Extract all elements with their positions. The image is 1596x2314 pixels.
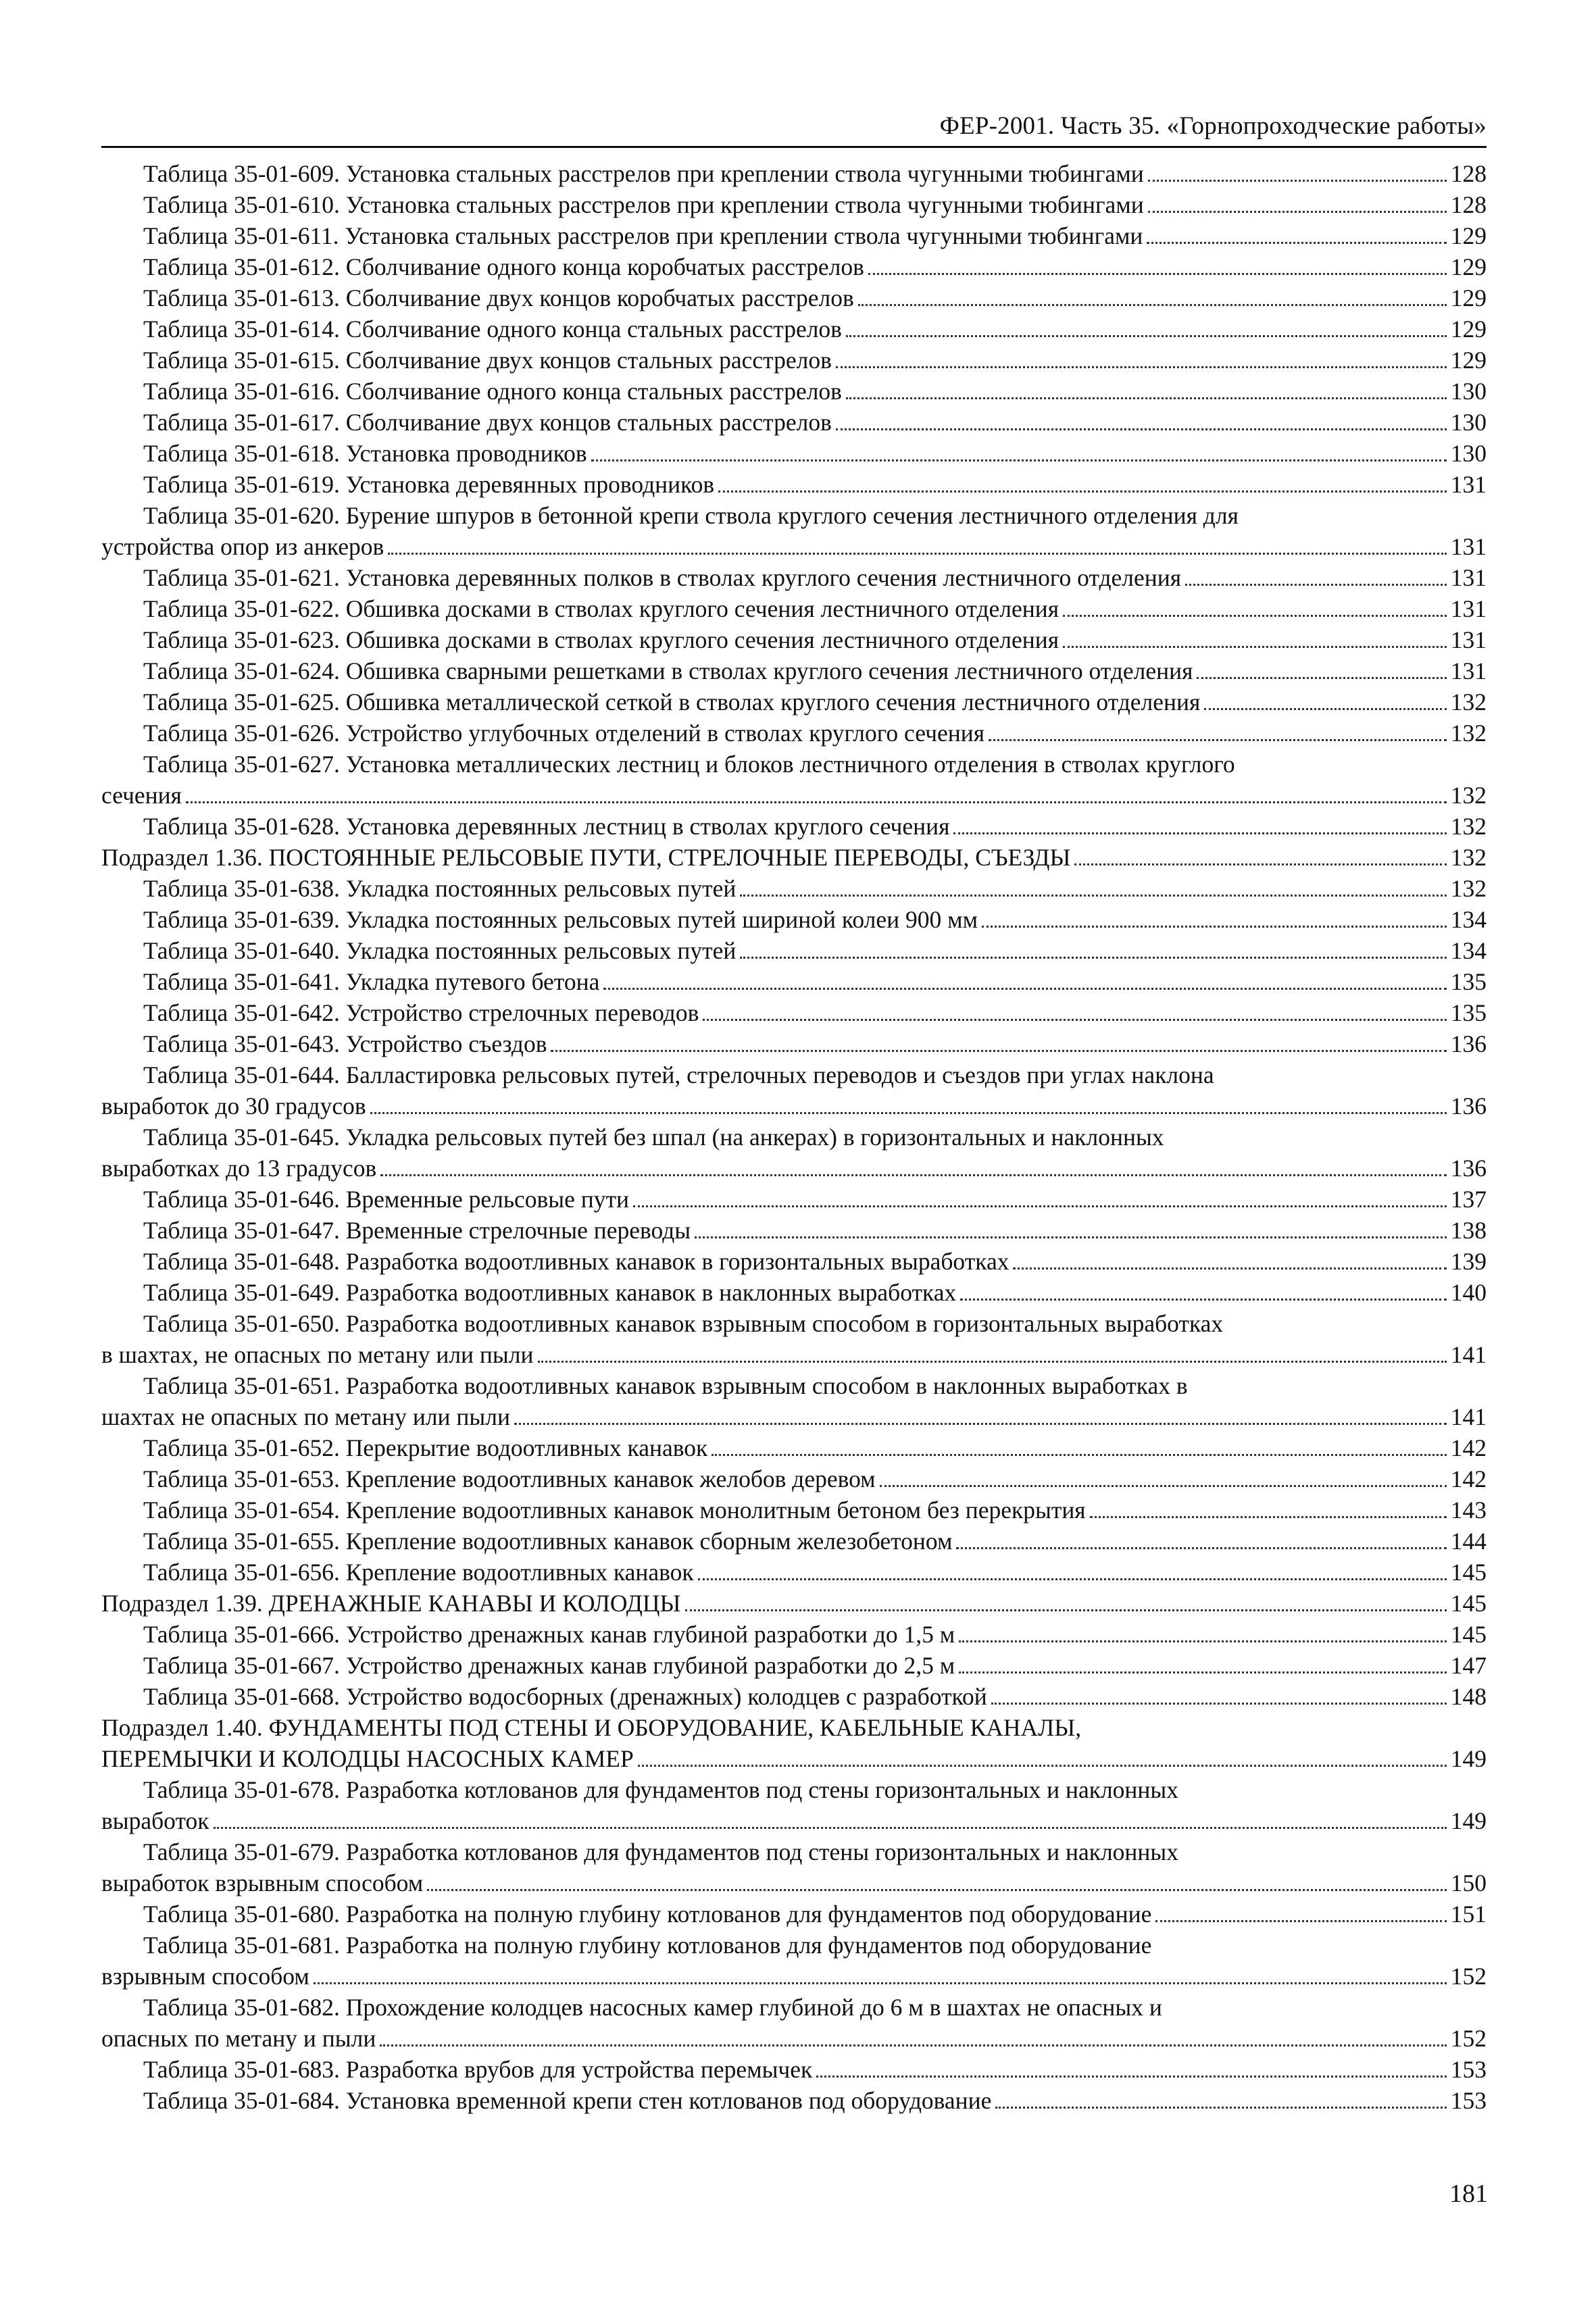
toc-entry-title: Таблица 35-01-638. Укладка постоянных рельсовых путей	[143, 875, 737, 902]
toc-entry-page: 145	[1450, 1621, 1487, 1648]
toc-entry-title: Таблица 35-01-667. Устройство дренажных канав глубиной разработки до 2,5 м	[143, 1652, 955, 1679]
toc-entry-title: Таблица 35-01-614. Сболчивание одного конца стальных расстрелов	[143, 316, 842, 343]
dot-leader	[991, 1703, 1447, 1705]
toc-entry-title: Таблица 35-01-666. Устройство дренажных канав глубиной разработки до 1,5 м	[143, 1621, 955, 1648]
dot-leader	[1155, 1920, 1446, 1922]
toc-entry	[101, 1681, 1487, 1712]
toc-entry	[101, 1246, 1487, 1277]
dot-leader	[989, 739, 1447, 741]
toc-entry	[101, 1805, 1487, 1836]
dot-leader	[740, 895, 1446, 897]
toc-entry	[101, 531, 1487, 562]
toc-entry	[101, 873, 1487, 904]
toc-entry	[101, 1370, 1487, 1401]
toc-entry	[101, 1401, 1487, 1432]
dot-leader	[603, 988, 1446, 990]
toc-entry-page: 144	[1450, 1528, 1487, 1555]
toc-entry	[101, 1650, 1487, 1681]
toc-entry	[101, 655, 1487, 686]
toc-entry-page: 147	[1450, 1652, 1487, 1679]
dot-leader	[698, 1578, 1447, 1580]
toc-entry	[101, 500, 1487, 531]
dot-leader	[638, 1765, 1447, 1767]
toc-entry-page: 132	[1450, 813, 1487, 840]
toc-entry-page: 132	[1450, 875, 1487, 902]
toc-entry-page: 129	[1450, 222, 1487, 249]
toc-entry-title: Таблица 35-01-613. Сболчивание двух концов коробчатых расстрелов	[143, 284, 854, 311]
dot-leader	[370, 1112, 1447, 1114]
dot-leader	[695, 1236, 1447, 1238]
toc-entry	[101, 2054, 1487, 2085]
dot-leader	[960, 1299, 1446, 1301]
toc-entry	[101, 1122, 1487, 1153]
table-of-contents	[101, 158, 1487, 2116]
toc-entry-page: 141	[1450, 1403, 1487, 1430]
toc-entry-title: Таблица 35-01-654. Крепление водоотливных канавок монолитным бетоном без перекрытия	[143, 1496, 1086, 1524]
toc-entry-page: 134	[1450, 937, 1487, 964]
toc-entry-page: 130	[1450, 409, 1487, 436]
toc-entry-title: выработок взрывным способом	[101, 1869, 424, 1896]
toc-entry-page: 138	[1450, 1217, 1487, 1244]
toc-entry-title: Таблица 35-01-678. Разработка котлованов для фундаментов под стены горизонтальных и наклонных	[143, 1776, 1179, 1803]
dot-leader	[388, 553, 1446, 555]
dot-leader	[953, 832, 1446, 834]
toc-entry	[101, 1153, 1487, 1184]
toc-entry-title: Таблица 35-01-653. Крепление водоотливных канавок желобов деревом	[143, 1465, 876, 1492]
toc-entry	[101, 2023, 1487, 2054]
toc-entry	[101, 1184, 1487, 1215]
dot-leader	[846, 397, 1447, 399]
toc-entry	[101, 686, 1487, 718]
toc-entry-page: 149	[1450, 1745, 1487, 1772]
dot-leader	[982, 926, 1447, 928]
toc-entry-title: Таблица 35-01-650. Разработка водоотливных канавок взрывным способом в горизонтальных выработках	[143, 1310, 1224, 1337]
toc-entry	[101, 469, 1487, 500]
toc-entry-title: Таблица 35-01-616. Сболчивание одного конца стальных расстрелов	[143, 378, 842, 405]
toc-entry	[101, 1867, 1487, 1898]
dot-leader	[591, 459, 1447, 461]
toc-entry	[101, 1028, 1487, 1059]
toc-entry-title: Таблица 35-01-624. Обшивка сварными решетками в стволах круглого сечения лестничного отделения	[143, 657, 1193, 684]
toc-entry	[101, 593, 1487, 624]
toc-entry-title: Таблица 35-01-627. Установка металлических лестниц и блоков лестничного отделения в стволах круглого	[143, 751, 1235, 778]
toc-entry	[101, 624, 1487, 655]
toc-entry-title: Таблица 35-01-648. Разработка водоотливных канавок в горизонтальных выработках	[143, 1248, 1009, 1275]
dot-leader	[956, 1547, 1446, 1549]
toc-entry	[101, 811, 1487, 842]
dot-leader	[186, 801, 1447, 803]
toc-entry	[101, 935, 1487, 966]
toc-entry-page: 129	[1450, 316, 1487, 343]
toc-entry-title: Таблица 35-01-609. Установка стальных расстрелов при креплении ствола чугунными тюбингами	[143, 160, 1144, 187]
toc-entry-title: шахтах не опасных по метану или пыли	[101, 1403, 510, 1430]
toc-entry-title: выработок	[101, 1807, 209, 1834]
toc-entry-title: Таблица 35-01-646. Временные рельсовые пути	[143, 1186, 630, 1213]
toc-entry	[101, 1588, 1487, 1619]
toc-entry-title: Таблица 35-01-625. Обшивка металлической сеткой в стволах круглого сечения лестничного отделения	[143, 688, 1201, 715]
toc-entry-title: Таблица 35-01-623. Обшивка досками в стволах круглого сечения лестничного отделения	[143, 626, 1059, 653]
toc-entry-title: Таблица 35-01-617. Сболчивание двух концов стальных расстрелов	[143, 409, 832, 436]
toc-entry	[101, 345, 1487, 376]
toc-entry-page: 136	[1450, 1030, 1487, 1057]
toc-entry-page: 135	[1450, 999, 1487, 1026]
dot-leader	[1204, 708, 1446, 710]
toc-entry-page: 151	[1450, 1901, 1487, 1928]
toc-entry-page: 137	[1450, 1186, 1487, 1213]
toc-entry	[101, 1090, 1487, 1122]
toc-entry-title: Таблица 35-01-639. Укладка постоянных рельсовых путей шириной колеи 900 мм	[143, 906, 978, 933]
dot-leader	[633, 1205, 1447, 1207]
toc-entry-title: Таблица 35-01-647. Временные стрелочные переводы	[143, 1217, 691, 1244]
toc-entry-title: Таблица 35-01-612. Сболчивание одного конца коробчатых расстрелов	[143, 253, 864, 280]
toc-entry-title: Таблица 35-01-652. Перекрытие водоотливных канавок	[143, 1434, 708, 1461]
toc-entry-title: Таблица 35-01-656. Крепление водоотливных канавок	[143, 1559, 694, 1586]
dot-leader	[1063, 646, 1447, 648]
toc-entry	[101, 1961, 1487, 1992]
toc-entry	[101, 1526, 1487, 1557]
dot-leader	[1185, 584, 1447, 586]
dot-leader	[380, 1174, 1446, 1176]
dot-leader	[846, 335, 1447, 337]
toc-entry	[101, 1339, 1487, 1370]
toc-entry	[101, 1619, 1487, 1650]
toc-entry	[101, 1308, 1487, 1339]
toc-entry-title: Таблица 35-01-644. Балластировка рельсовых путей, стрелочных переводов и съездов при углах наклона	[143, 1061, 1214, 1088]
toc-entry-title: Таблица 35-01-628. Установка деревянных лестниц в стволах круглого сечения	[143, 813, 950, 840]
toc-entry-page: 131	[1450, 533, 1487, 560]
toc-entry-page: 134	[1450, 906, 1487, 933]
toc-entry	[101, 1992, 1487, 2023]
dot-leader	[959, 1640, 1447, 1642]
toc-entry-page: 145	[1450, 1590, 1487, 1617]
dot-leader	[718, 491, 1447, 493]
toc-entry-page: 128	[1450, 160, 1487, 187]
toc-entry-page: 143	[1450, 1496, 1487, 1524]
toc-entry	[101, 842, 1487, 873]
toc-entry-page: 149	[1450, 1807, 1487, 1834]
toc-entry-page: 131	[1450, 564, 1487, 591]
toc-entry-page: 142	[1450, 1465, 1487, 1492]
toc-entry-title: Подраздел 1.36. ПОСТОЯННЫЕ РЕЛЬСОВЫЕ ПУТИ, СТРЕЛОЧНЫЕ ПЕРЕВОДЫ, СЪЕЗДЫ	[101, 844, 1071, 871]
toc-entry-page: 135	[1450, 968, 1487, 995]
dot-leader	[1063, 615, 1447, 617]
toc-entry	[101, 251, 1487, 282]
dot-leader	[551, 1050, 1446, 1052]
toc-entry	[101, 718, 1487, 749]
toc-entry-page: 131	[1450, 626, 1487, 653]
toc-entry	[101, 1557, 1487, 1588]
toc-entry	[101, 1930, 1487, 1961]
toc-entry-page: 131	[1450, 471, 1487, 498]
dot-leader	[427, 1889, 1447, 1891]
dot-leader	[858, 304, 1447, 306]
toc-entry-page: 136	[1450, 1155, 1487, 1182]
toc-entry-page: 150	[1450, 1869, 1487, 1896]
toc-entry-page: 153	[1450, 2087, 1487, 2114]
toc-entry-title: Таблица 35-01-641. Укладка путевого бетона	[143, 968, 600, 995]
toc-entry-title: Таблица 35-01-668. Устройство водосборных (дренажных) колодцев с разработкой	[143, 1683, 987, 1710]
dot-leader	[959, 1671, 1447, 1674]
document-title: ФЕР-2001. Часть 35. «Горнопроходческие работы»	[939, 112, 1487, 140]
toc-entry-title: Таблица 35-01-642. Устройство стрелочных переводов	[143, 999, 699, 1026]
toc-entry-page: 148	[1450, 1683, 1487, 1710]
toc-entry-page: 140	[1450, 1279, 1487, 1306]
toc-entry-page: 152	[1450, 2025, 1487, 2052]
toc-entry	[101, 1494, 1487, 1526]
toc-entry	[101, 1277, 1487, 1308]
toc-entry-title: сечения	[101, 782, 182, 809]
toc-entry-page: 130	[1450, 440, 1487, 467]
toc-entry-title: Таблица 35-01-611. Установка стальных расстрелов при креплении ствола чугунными тюбингами	[143, 222, 1143, 249]
toc-entry-page: 132	[1450, 782, 1487, 809]
toc-entry	[101, 966, 1487, 997]
toc-entry-title: Таблица 35-01-645. Укладка рельсовых путей без шпал (на анкерах) в горизонтальных и наклонных	[143, 1124, 1164, 1151]
toc-entry-title: Таблица 35-01-651. Разработка водоотливных канавок взрывным способом в наклонных выработках в	[143, 1372, 1188, 1399]
dot-leader	[1090, 1516, 1447, 1518]
toc-entry-page: 141	[1450, 1341, 1487, 1368]
toc-entry-title: Таблица 35-01-684. Установка временной крепи стен котлованов под оборудование	[143, 2087, 992, 2114]
dot-leader	[703, 1019, 1446, 1021]
toc-entry-page: 129	[1450, 253, 1487, 280]
toc-entry	[101, 749, 1487, 780]
toc-entry-title: Таблица 35-01-622. Обшивка досками в стволах круглого сечения лестничного отделения	[143, 595, 1059, 622]
toc-entry-title: ПЕРЕМЫЧКИ И КОЛОДЦЫ НАСОСНЫХ КАМЕР	[101, 1745, 634, 1772]
toc-entry-title: выработок до 30 градусов	[101, 1092, 366, 1120]
toc-entry	[101, 2085, 1487, 2116]
toc-entry	[101, 562, 1487, 593]
toc-entry-title: Таблица 35-01-681. Разработка на полную глубину котлованов для фундаментов под оборудование	[143, 1932, 1152, 1959]
toc-entry-title: выработках до 13 градусов	[101, 1155, 377, 1182]
toc-entry-page: 153	[1450, 2056, 1487, 2083]
toc-entry-title: Таблица 35-01-621. Установка деревянных полков в стволах круглого сечения лестничного отделения	[143, 564, 1182, 591]
toc-entry-title: взрывным способом	[101, 1963, 309, 1990]
toc-entry	[101, 904, 1487, 935]
toc-entry-page: 152	[1450, 1963, 1487, 1990]
toc-entry-title: Таблица 35-01-655. Крепление водоотливных канавок сборным железобетоном	[143, 1528, 953, 1555]
dot-leader	[380, 2044, 1446, 2046]
toc-entry-title: устройства опор из анкеров	[101, 533, 384, 560]
toc-entry-title: опасных по метану и пыли	[101, 2025, 376, 2052]
toc-entry-title: Таблица 35-01-620. Бурение шпуров в бетонной крепи ствола круглого сечения лестничного отделения для	[143, 502, 1239, 529]
toc-entry-page: 132	[1450, 844, 1487, 871]
toc-entry-title: Таблица 35-01-683. Разработка врубов для устройства перемычек	[143, 2056, 813, 2083]
toc-entry-title: Таблица 35-01-680. Разработка на полную глубину котлованов для фундаментов под оборудование	[143, 1901, 1152, 1928]
toc-entry-page: 142	[1450, 1434, 1487, 1461]
toc-entry-page: 128	[1450, 191, 1487, 218]
toc-entry-page: 129	[1450, 347, 1487, 374]
toc-entry-page: 131	[1450, 595, 1487, 622]
dot-leader	[836, 366, 1447, 368]
toc-entry-page: 131	[1450, 657, 1487, 684]
toc-entry	[101, 1712, 1487, 1743]
dot-leader	[816, 2076, 1446, 2078]
toc-entry-page: 129	[1450, 284, 1487, 311]
toc-entry-page: 136	[1450, 1092, 1487, 1120]
toc-entry	[101, 780, 1487, 811]
toc-entry	[101, 997, 1487, 1028]
toc-entry	[101, 1215, 1487, 1246]
toc-entry	[101, 1774, 1487, 1805]
toc-entry	[101, 1743, 1487, 1774]
toc-entry-title: Таблица 35-01-679. Разработка котлованов для фундаментов под стены горизонтальных и наклонных	[143, 1838, 1179, 1865]
toc-entry-title: в шахтах, не опасных по метану или пыли	[101, 1341, 534, 1368]
toc-entry	[101, 282, 1487, 313]
toc-entry	[101, 1432, 1487, 1463]
toc-entry-page: 132	[1450, 688, 1487, 715]
dot-leader	[880, 1485, 1447, 1487]
toc-entry-title: Таблица 35-01-610. Установка стальных расстрелов при креплении ствола чугунными тюбингами	[143, 191, 1144, 218]
page-header	[101, 108, 1487, 148]
page-number: 181	[1449, 2180, 1488, 2208]
toc-entry	[101, 438, 1487, 469]
toc-entry-page: 132	[1450, 720, 1487, 747]
dot-leader	[868, 273, 1447, 275]
toc-entry-page: 145	[1450, 1559, 1487, 1586]
dot-leader	[995, 2107, 1446, 2109]
toc-entry	[101, 376, 1487, 407]
toc-entry-title: Таблица 35-01-649. Разработка водоотливных канавок в наклонных выработках	[143, 1279, 957, 1306]
dot-leader	[538, 1361, 1447, 1363]
toc-entry	[101, 158, 1487, 189]
dot-leader	[712, 1454, 1446, 1456]
toc-entry	[101, 407, 1487, 438]
toc-entry-title: Таблица 35-01-619. Установка деревянных проводников	[143, 471, 715, 498]
toc-entry-title: Таблица 35-01-640. Укладка постоянных рельсовых путей	[143, 937, 737, 964]
toc-entry-title: Таблица 35-01-682. Прохождение колодцев насосных камер глубиной до 6 м в шахтах не опасных и	[143, 1994, 1162, 2021]
toc-entry	[101, 189, 1487, 220]
dot-leader	[514, 1423, 1447, 1425]
toc-entry	[101, 1059, 1487, 1090]
dot-leader	[1197, 677, 1446, 679]
dot-leader	[314, 1982, 1447, 1984]
dot-leader	[1074, 863, 1446, 865]
toc-entry-page: 130	[1450, 378, 1487, 405]
toc-entry-title: Подраздел 1.40. ФУНДАМЕНТЫ ПОД СТЕНЫ И ОБОРУДОВАНИЕ, КАБЕЛЬНЫЕ КАНАЛЫ,	[101, 1714, 1082, 1741]
toc-entry	[101, 1836, 1487, 1867]
toc-entry-title: Подраздел 1.39. ДРЕНАЖНЫЕ КАНАВЫ И КОЛОДЦЫ	[101, 1590, 681, 1617]
toc-entry-title: Таблица 35-01-615. Сболчивание двух концов стальных расстрелов	[143, 347, 832, 374]
dot-leader	[1148, 211, 1447, 213]
dot-leader	[214, 1827, 1447, 1829]
dot-leader	[1013, 1267, 1446, 1269]
toc-entry-title: Таблица 35-01-618. Установка проводников	[143, 440, 587, 467]
toc-entry	[101, 1898, 1487, 1930]
dot-leader	[1148, 180, 1447, 182]
toc-entry	[101, 313, 1487, 345]
dot-leader	[685, 1609, 1447, 1611]
toc-entry-page: 139	[1450, 1248, 1487, 1275]
dot-leader	[1147, 242, 1446, 244]
toc-entry-title: Таблица 35-01-626. Устройство углубочных отделений в стволах круглого сечения	[143, 720, 985, 747]
toc-entry	[101, 220, 1487, 251]
toc-entry-title: Таблица 35-01-643. Устройство съездов	[143, 1030, 547, 1057]
dot-leader	[836, 428, 1447, 430]
dot-leader	[740, 957, 1446, 959]
toc-entry	[101, 1463, 1487, 1494]
